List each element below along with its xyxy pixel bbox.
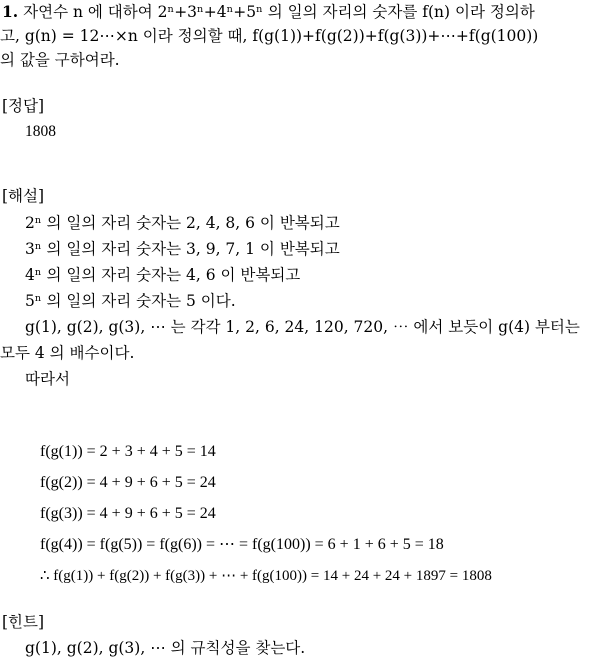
answer-heading: [정답] <box>2 97 45 115</box>
explanation-line: 4ⁿ 의 일의 자리 숫자는 4, 6 이 반복되고 <box>25 266 301 284</box>
equation-line: f(g(4)) = f(g(5)) = f(g(6)) = ⋯ = f(g(100)) = 6 + 1 + 6 + 5 = 18 <box>40 536 444 553</box>
explanation-heading: [해설] <box>2 187 45 205</box>
explanation-line: 3ⁿ 의 일의 자리 숫자는 3, 9, 7, 1 이 반복되고 <box>25 240 340 258</box>
explanation-line: g(1), g(2), g(3), ⋯ 는 각각 1, 2, 6, 24, 120, 720, ⋯ 에서 보듯이 g(4) 부터는 <box>25 318 580 336</box>
problem-line-3: 의 값을 구하여라. <box>0 51 120 69</box>
answer-value: 1808 <box>25 123 56 140</box>
explanation-line: 5ⁿ 의 일의 자리 숫자는 5 이다. <box>25 292 236 310</box>
equation-conclusion: ∴ f(g(1)) + f(g(2)) + f(g(3)) + ⋯ + f(g(100)) = 14 + 24 + 24 + 1897 = 1808 <box>40 568 492 584</box>
equation-line: f(g(1)) = 2 + 3 + 4 + 5 = 14 <box>40 443 216 460</box>
problem-line-2: 고, g(n) = 12⋯×n 이라 정의할 때, f(g(1))+f(g(2))+f(g(3))+⋯+f(g(100)) <box>0 27 539 45</box>
problem-number: 1. <box>2 2 19 21</box>
explanation-line: 따라서 <box>25 370 70 388</box>
explanation-line: 2ⁿ 의 일의 자리 숫자는 2, 4, 8, 6 이 반복되고 <box>25 214 340 232</box>
problem-line-1: 1. 자연수 n 에 대하여 2ⁿ+3ⁿ+4ⁿ+5ⁿ 의 일의 자리의 숫자를 f(n) 이라 정의하 <box>2 2 535 21</box>
equation-line: f(g(3)) = 4 + 9 + 6 + 5 = 24 <box>40 505 216 522</box>
hint-heading: [힌트] <box>2 613 45 631</box>
hint-text: g(1), g(2), g(3), ⋯ 의 규칙성을 찾는다. <box>25 639 306 657</box>
equation-line: f(g(2)) = 4 + 9 + 6 + 5 = 24 <box>40 474 216 491</box>
explanation-line: 모두 4 의 배수이다. <box>0 344 135 362</box>
